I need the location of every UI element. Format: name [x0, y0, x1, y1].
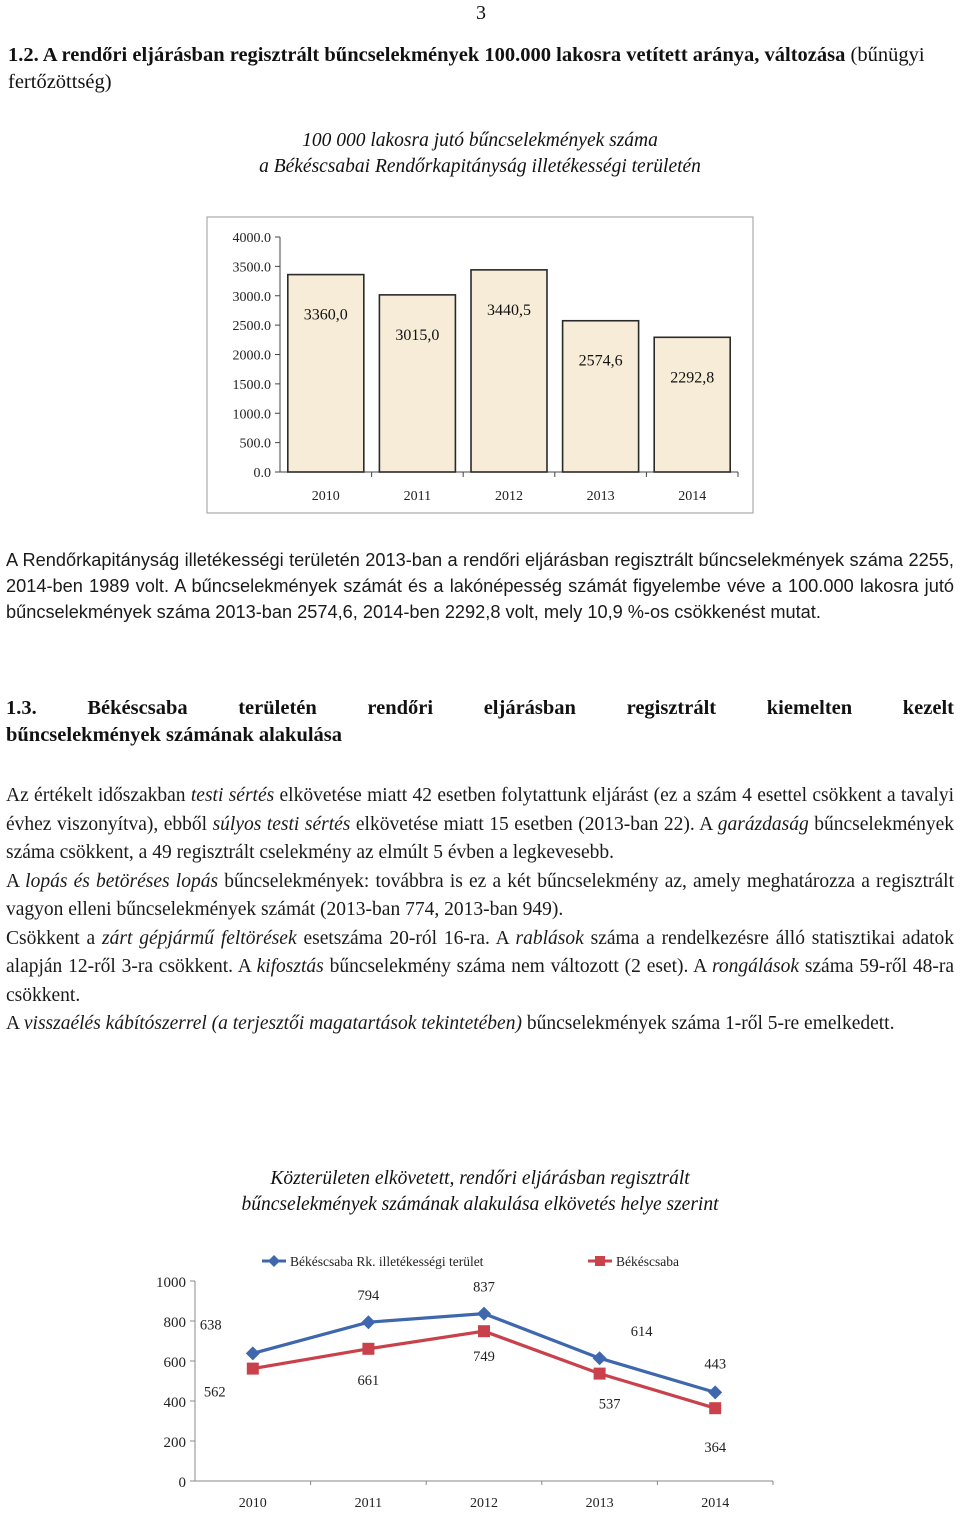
- series-line: [253, 1314, 715, 1393]
- italic-term: testi sértés: [190, 785, 275, 806]
- y-tick-label: 600: [163, 1355, 186, 1371]
- chart1-caption-line2: a Békéscsabai Rendőrkapitányság illetékességi területén: [259, 156, 701, 177]
- y-tick-label: 500.0: [239, 436, 271, 452]
- x-tick-label: 2010: [311, 489, 340, 504]
- x-tick-label: 2014: [701, 1496, 730, 1511]
- data-label: 614: [630, 1324, 653, 1341]
- section-1-3-heading: [6, 695, 954, 749]
- data-label: 537: [598, 1396, 621, 1413]
- y-tick-label: 1000.0: [232, 407, 271, 423]
- text-run: A: [6, 1013, 24, 1034]
- section-1-3-title-line1: 1.3. Békéscsaba területén rendőri eljárásban regisztrált kiemelten kezelt: [6, 697, 954, 719]
- italic-term: súlyos testi sértés: [212, 813, 351, 835]
- square-marker: [362, 1343, 374, 1355]
- x-tick-label: 2014: [678, 489, 707, 504]
- bar: [563, 321, 639, 472]
- italic-term: visszaélés kábítószerrel (a terjesztői magatartások tekintetében): [23, 1013, 522, 1034]
- x-tick-label: 2013: [585, 1496, 614, 1511]
- legend-label: Békéscsaba Rk. illetékességi terület: [290, 1254, 484, 1269]
- y-tick-label: 0: [178, 1475, 186, 1491]
- chart2-caption-line2: bűncselekmények számának alakulása elkövetés helye szerint: [241, 1194, 719, 1215]
- bar: [654, 337, 730, 472]
- body-text: [6, 782, 954, 1039]
- y-tick-label: 1000: [156, 1275, 186, 1291]
- section-1-3-title-line2: bűncselekmények számának alakulása: [6, 724, 343, 746]
- text-run: száma 59-ről 48-ra csökkent.: [6, 956, 954, 1006]
- bar-value-label: 2574,6: [578, 352, 623, 370]
- y-tick-label: 2500.0: [232, 319, 271, 335]
- italic-term: zárt gépjármű feltörések: [102, 927, 297, 949]
- series-line: [253, 1331, 715, 1408]
- italic-term: kifosztás: [256, 956, 324, 977]
- bar-value-label: 2292,8: [670, 369, 715, 387]
- y-tick-label: 1500.0: [232, 377, 271, 393]
- body-paragraph-2: [6, 868, 954, 925]
- text-run: esetszáma 20-ról 16-ra. A: [296, 927, 516, 949]
- chart1-caption-line1: 100 000 lakosra jutó bűncselekmények száma: [302, 130, 658, 151]
- section-1-2-title-rest: (bűnügyi fertőzöttség): [8, 44, 925, 93]
- text-run: bűncselekmények száma 1-ről 5-re emelkedett.: [521, 1013, 895, 1034]
- x-tick-label: 2010: [238, 1496, 267, 1511]
- section-1-2-title: 1.2. A rendőri eljárásban regisztrált bűncselekmények 100.000 lakosra vetített aránya, változása: [8, 44, 846, 66]
- y-tick-label: 2000.0: [232, 348, 271, 364]
- text-run: száma a rendelkezésre álló statisztikai adatok alapján 12-ről 3-ra csökkent. A: [6, 927, 955, 977]
- square-marker: [478, 1325, 490, 1337]
- bar: [288, 275, 364, 472]
- legend-square-marker: [595, 1256, 605, 1266]
- page-number: 3: [476, 2, 486, 24]
- square-marker: [709, 1402, 721, 1414]
- x-tick-label: 2011: [354, 1496, 383, 1511]
- paragraph-1: A Rendőrkapitányság illetékességi területén 2013-ban a rendőri eljárásban regisztrált bűncselekmények száma 2255, 2014-ben 1989 volt. A bűncselekmények számát és a lakónépesség számát figyelembe véve a 100.000 lakosra jutó bűncselekmények száma 2013-ban 2574,6, 2014-ben 2292,8 volt, mely 10,9 %-os csökkenést mutat.: [6, 550, 954, 622]
- data-label: 562: [203, 1384, 226, 1401]
- diamond-marker: [246, 1346, 260, 1360]
- square-marker: [594, 1368, 606, 1380]
- bar-value-label: 3440,5: [487, 301, 531, 319]
- italic-term: garázdaság: [717, 813, 809, 835]
- text-run: elkövetése miatt 42 esetben folytattunk eljárást (ez a szám 4 esettel csökkent a tavalyi évhez viszonyítva), ebből: [6, 785, 954, 835]
- bar-value-label: 3015,0: [395, 326, 440, 344]
- chart2-caption: [0, 1166, 960, 1218]
- legend-label: Békéscsaba: [616, 1254, 679, 1269]
- body-paragraph-3: [6, 925, 954, 1011]
- text-run: Csökkent a: [6, 927, 103, 949]
- x-tick-label: 2013: [586, 489, 615, 504]
- y-tick-label: 200: [163, 1435, 186, 1451]
- x-tick-label: 2011: [403, 489, 432, 504]
- square-marker: [247, 1363, 259, 1375]
- text-run: bűncselekmények száma csökkent, a 49 regisztrált cselekmény az elmúlt 5 évben a legkevesebb.: [6, 813, 954, 863]
- y-tick-label: 0.0: [253, 466, 271, 481]
- bar-value-label: 3360,0: [303, 306, 348, 324]
- data-label: 837: [473, 1279, 495, 1296]
- legend-diamond-marker: [268, 1255, 280, 1267]
- text-run: bűncselekmények: továbbra is ez a két bűncselekmény az, amely meghatározza a regisztrált vagyon elleni bűncselekmények számát (2013-ban 774, 2013-ban 949).: [6, 870, 955, 920]
- chart2-caption-line1: Közterületen elkövetett, rendőri eljárásban regisztrált: [270, 1168, 690, 1189]
- italic-term: rongálások: [711, 956, 799, 977]
- diamond-marker: [593, 1351, 607, 1365]
- data-label: 794: [357, 1288, 380, 1305]
- body-paragraph-4: [6, 1010, 954, 1039]
- y-tick-label: 4000.0: [232, 231, 271, 246]
- bar-chart: [0, 0, 960, 520]
- diamond-marker: [708, 1385, 722, 1399]
- data-label: 638: [199, 1317, 222, 1334]
- y-tick-label: 3000.0: [232, 289, 271, 305]
- diamond-marker: [477, 1307, 491, 1321]
- text-run: elkövetése miatt 15 esetben (2013-ban 22). A: [350, 813, 718, 835]
- text-run: Az értékelt időszakban: [6, 785, 191, 806]
- x-tick-label: 2012: [470, 1496, 498, 1511]
- y-tick-label: 800: [163, 1315, 186, 1331]
- data-label: 661: [357, 1372, 380, 1389]
- italic-term: rablások: [515, 927, 584, 949]
- text-run: bűncselekmény száma nem változott (2 eset). A: [323, 956, 712, 977]
- data-label: 749: [473, 1349, 495, 1366]
- diamond-marker: [361, 1315, 375, 1329]
- bar: [379, 295, 455, 472]
- italic-term: lopás és betöréses lopás: [25, 870, 219, 892]
- data-label: 364: [704, 1440, 727, 1457]
- body-paragraph-1: [6, 782, 954, 868]
- x-tick-label: 2012: [495, 489, 523, 504]
- bar: [471, 270, 547, 472]
- y-tick-label: 400: [163, 1395, 186, 1411]
- text-run: A: [6, 870, 26, 892]
- y-tick-label: 3500.0: [232, 260, 271, 276]
- data-label: 443: [704, 1356, 727, 1373]
